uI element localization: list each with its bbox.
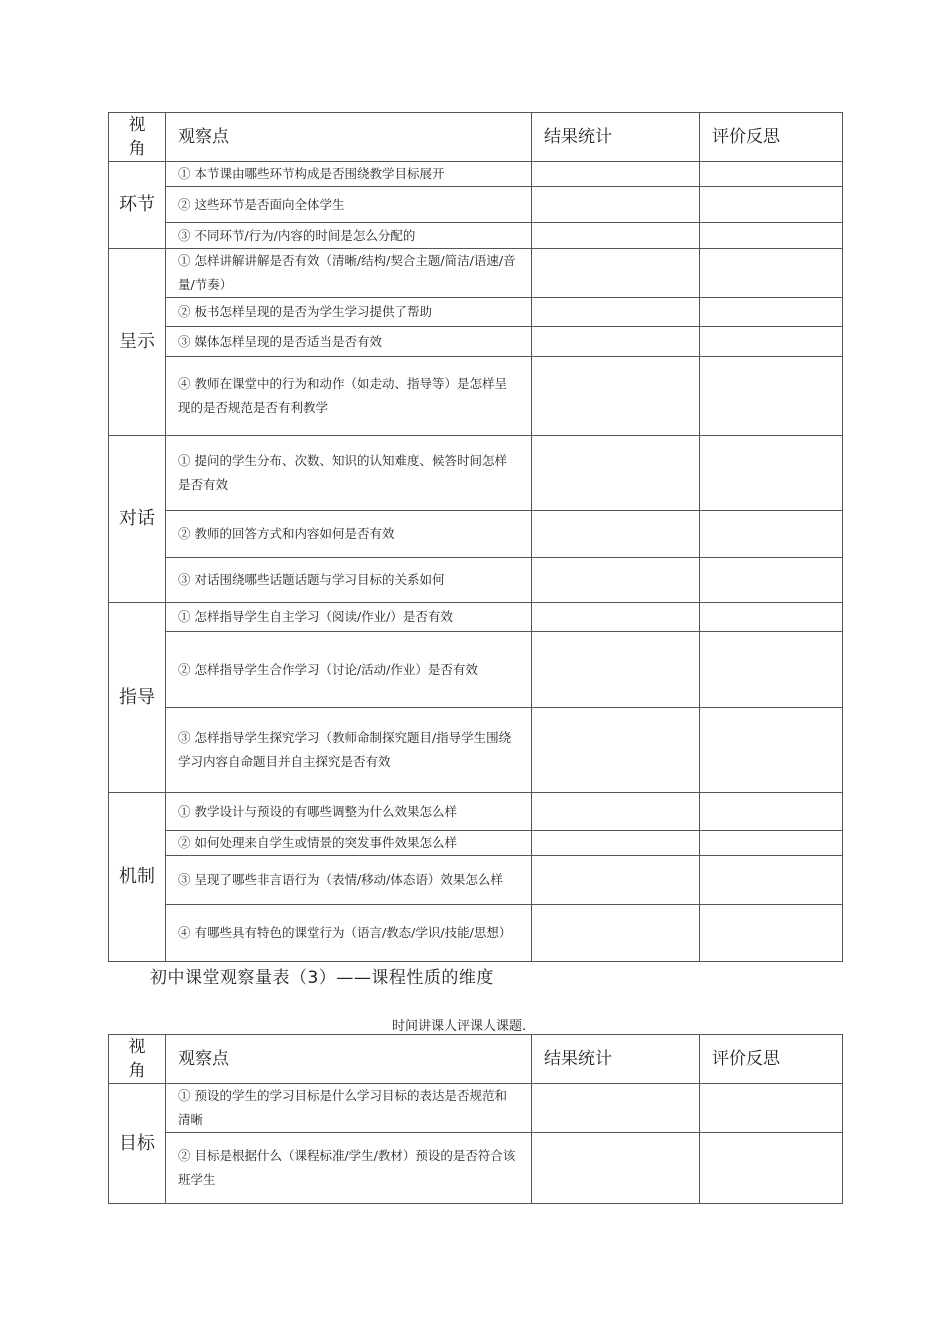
- result-cell[interactable]: [532, 162, 700, 187]
- result-cell[interactable]: [532, 436, 700, 511]
- eval-cell[interactable]: [700, 223, 843, 249]
- header-result: 结果统计: [532, 1035, 700, 1084]
- result-cell[interactable]: [532, 1133, 700, 1204]
- view-label-duihua: 对话: [109, 436, 166, 603]
- eval-cell[interactable]: [700, 603, 843, 632]
- view-label-mubiao: 目标: [109, 1084, 166, 1204]
- result-cell[interactable]: [532, 357, 700, 436]
- result-cell[interactable]: [532, 856, 700, 905]
- observation-point: ③ 对话围绕哪些话题话题与学习目标的关系如何: [166, 558, 532, 603]
- eval-cell[interactable]: [700, 856, 843, 905]
- result-cell[interactable]: [532, 298, 700, 327]
- eval-cell[interactable]: [700, 436, 843, 511]
- result-cell[interactable]: [532, 793, 700, 831]
- observation-point: ④ 教师在课堂中的行为和动作（如走动、指导等）是怎样呈现的是否规范是否有利教学: [166, 357, 532, 436]
- observation-table-1: [108, 112, 843, 962]
- view-label-chengshi: 呈示: [109, 249, 166, 436]
- header-eval: 评价反思: [700, 1035, 843, 1084]
- result-cell[interactable]: [532, 223, 700, 249]
- observation-point: ② 板书怎样呈现的是否为学生学习提供了帮助: [166, 298, 532, 327]
- table-row: [109, 162, 843, 187]
- observation-point: ③ 媒体怎样呈现的是否适当是否有效: [166, 327, 532, 357]
- eval-cell[interactable]: [700, 357, 843, 436]
- observation-point: ② 如何处理来自学生或情景的突发事件效果怎么样: [166, 831, 532, 856]
- result-cell[interactable]: [532, 1084, 700, 1133]
- table-row: [109, 632, 843, 708]
- result-cell[interactable]: [532, 632, 700, 708]
- table-header-row: [109, 1035, 843, 1084]
- table-row: [109, 856, 843, 905]
- eval-cell[interactable]: [700, 162, 843, 187]
- table-row: [109, 223, 843, 249]
- view-label-jizhi: 机制: [109, 793, 166, 962]
- header-point: 观察点: [166, 1035, 532, 1084]
- table-row: [109, 831, 843, 856]
- eval-cell[interactable]: [700, 511, 843, 558]
- table-row: [109, 1133, 843, 1204]
- observation-point: ② 怎样指导学生合作学习（讨论/活动/作业）是否有效: [166, 632, 532, 708]
- result-cell[interactable]: [532, 831, 700, 856]
- observation-point: ③ 不同环节/行为/内容的时间是怎么分配的: [166, 223, 532, 249]
- table-row: [109, 298, 843, 327]
- observation-point: ② 目标是根据什么（课程标准/学生/教材）预设的是否符合该班学生: [166, 1133, 532, 1204]
- result-cell[interactable]: [532, 708, 700, 793]
- table-row: [109, 708, 843, 793]
- observation-point: ① 本节课由哪些环节构成是否围绕教学目标展开: [166, 162, 532, 187]
- result-cell[interactable]: [532, 511, 700, 558]
- observation-point: ③ 怎样指导学生探究学习（教师命制探究题目/指导学生围绕学习内容自命题目并自主探究是否有效: [166, 708, 532, 793]
- header-view: 视角: [109, 1035, 166, 1084]
- eval-cell[interactable]: [700, 558, 843, 603]
- observation-point: ① 预设的学生的学习目标是什么学习目标的表达是否规范和清晰: [166, 1084, 532, 1133]
- section-title: 初中课堂观察量表（3）——课程性质的维度: [150, 968, 494, 988]
- table-row: [109, 327, 843, 357]
- observation-point: ① 提问的学生分布、次数、知识的认知难度、候答时间怎样是否有效: [166, 436, 532, 511]
- table-row: [109, 793, 843, 831]
- observation-table-2: [108, 1034, 843, 1204]
- header-result: 结果统计: [532, 113, 700, 162]
- result-cell[interactable]: [532, 558, 700, 603]
- result-cell[interactable]: [532, 187, 700, 223]
- result-cell[interactable]: [532, 905, 700, 962]
- eval-cell[interactable]: [700, 187, 843, 223]
- result-cell[interactable]: [532, 327, 700, 357]
- table-row: [109, 511, 843, 558]
- info-line: 时间讲课人评课人课题.: [392, 1019, 527, 1034]
- eval-cell[interactable]: [700, 327, 843, 357]
- eval-cell[interactable]: [700, 632, 843, 708]
- observation-point: ④ 有哪些具有特色的课堂行为（语言/教态/学识/技能/思想）: [166, 905, 532, 962]
- table-row: [109, 249, 843, 298]
- result-cell[interactable]: [532, 603, 700, 632]
- observation-point: ③ 呈现了哪些非言语行为（表情/移动/体态语）效果怎么样: [166, 856, 532, 905]
- table-row: [109, 558, 843, 603]
- observation-point: ② 这些环节是否面向全体学生: [166, 187, 532, 223]
- eval-cell[interactable]: [700, 831, 843, 856]
- eval-cell[interactable]: [700, 1133, 843, 1204]
- view-label-zhidao: 指导: [109, 603, 166, 793]
- eval-cell[interactable]: [700, 905, 843, 962]
- table-row: [109, 187, 843, 223]
- table-row: [109, 436, 843, 511]
- table-row: [109, 357, 843, 436]
- eval-cell[interactable]: [700, 249, 843, 298]
- eval-cell[interactable]: [700, 298, 843, 327]
- eval-cell[interactable]: [700, 793, 843, 831]
- view-label-huanjie: 环节: [109, 162, 166, 249]
- result-cell[interactable]: [532, 249, 700, 298]
- table-row: [109, 603, 843, 632]
- table-row: [109, 1084, 843, 1133]
- header-view: 视角: [109, 113, 166, 162]
- observation-point: ② 教师的回答方式和内容如何是否有效: [166, 511, 532, 558]
- observation-point: ① 教学设计与预设的有哪些调整为什么效果怎么样: [166, 793, 532, 831]
- observation-point: ① 怎样指导学生自主学习（阅读/作业/）是否有效: [166, 603, 532, 632]
- header-eval: 评价反思: [700, 113, 843, 162]
- eval-cell[interactable]: [700, 708, 843, 793]
- table-row: [109, 905, 843, 962]
- table-header-row: [109, 113, 843, 162]
- header-point: 观察点: [166, 113, 532, 162]
- observation-point: ① 怎样讲解讲解是否有效（清晰/结构/契合主题/简洁/语速/音量/节奏）: [166, 249, 532, 298]
- eval-cell[interactable]: [700, 1084, 843, 1133]
